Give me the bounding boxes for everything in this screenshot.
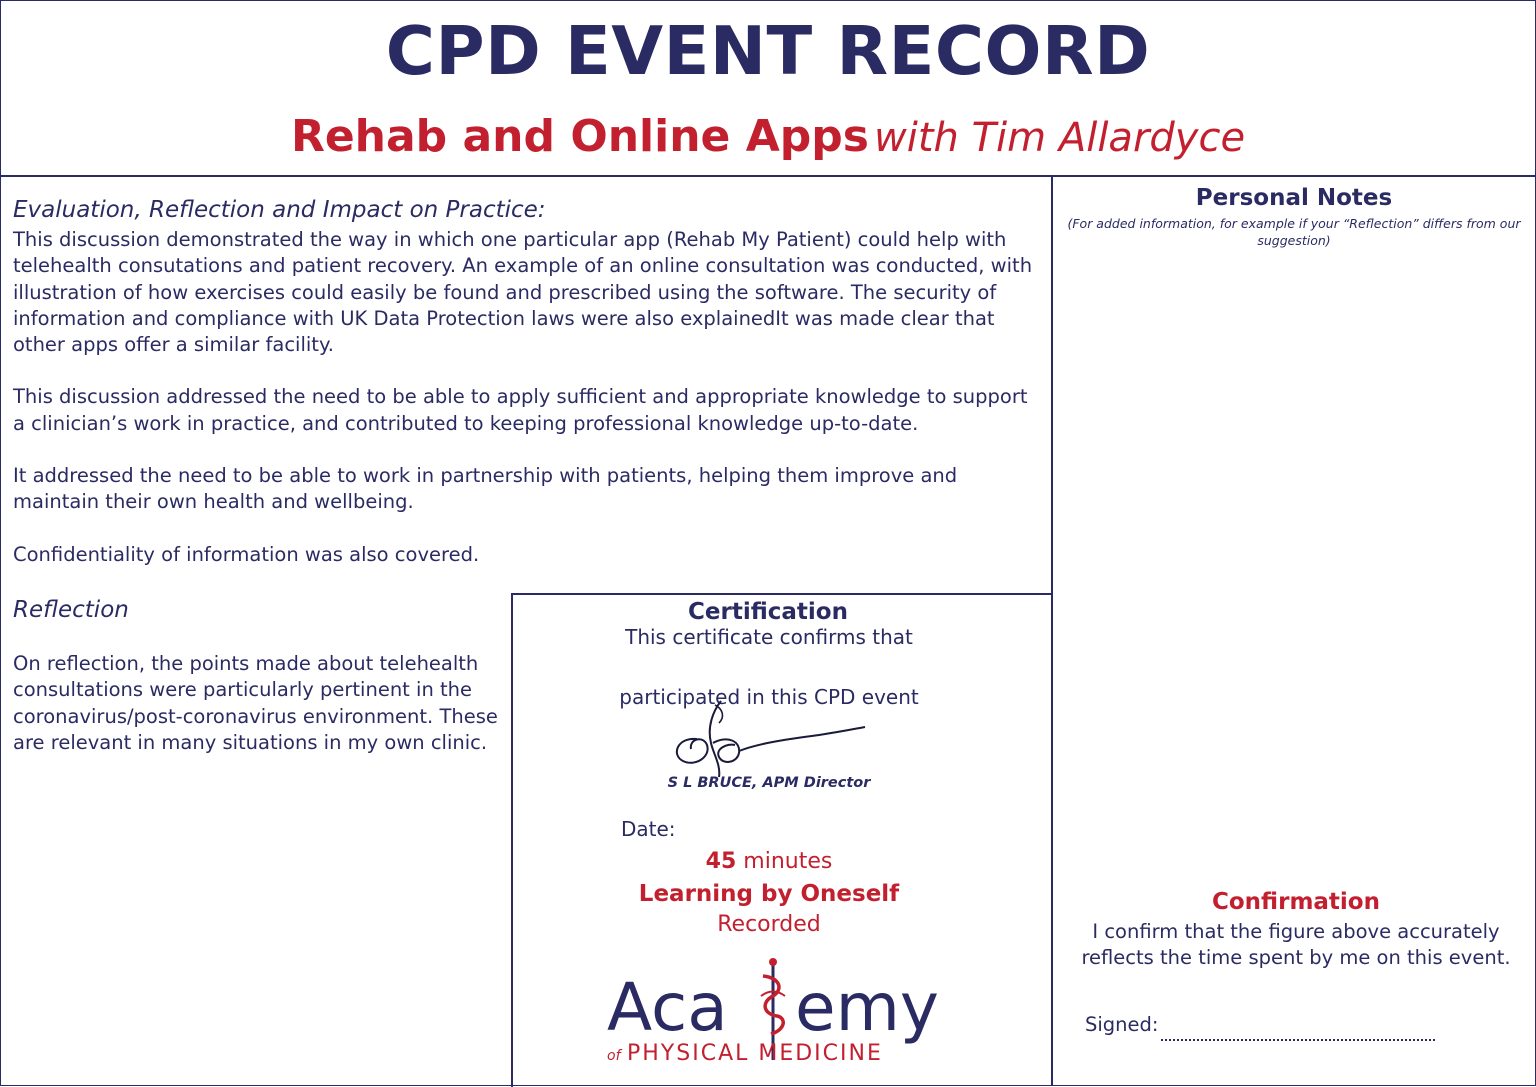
evaluation-heading: Evaluation, Reflection and Impact on Practice: [13,197,546,223]
logo-prefix: of [607,1048,621,1064]
certification-title: Certification [688,599,848,625]
learning-type: Learning by Oneself [638,881,900,907]
date-label: Date: [621,817,676,841]
duration-unit: minutes [743,849,833,874]
certification-text: This certificate confirms that [625,625,913,649]
participation-text: participated in this CPD event [619,685,919,709]
page-title: CPD EVENT RECORD [385,12,1151,90]
duration [513,849,1025,874]
confirmation-title: Confirmation [1212,889,1380,915]
logo-text-part1: Aca [607,969,728,1046]
presenter: with Tim Allardyce [874,115,1246,161]
personal-notes-title: Personal Notes [1195,185,1393,211]
evaluation-paragraph: It addressed the need to be able to work in partnership with patients, helping them improve and maintain their own health and wellbeing. [13,464,958,514]
evaluation-body [13,227,1043,594]
signatory-name: S L BRUCE, APM Director [667,775,871,791]
event-subtitle [1,107,1535,176]
academy-logo [601,956,946,1066]
director-signature [669,699,869,781]
duration-value: 45 [705,849,737,874]
reflection-body: On reflection, the points made about telehealth consultations were particularly pertinent in the coronavirus/post-coronavirus environment. These are relevant in many situations in my own clinic. [13,652,498,754]
evaluation-paragraph: This discussion demonstrated the way in which one particular app (Rehab My Patient) could help with telehealth consutations and patient recovery. An example of an online consultation was conducted, with illustration of how exercises could easily be found and prescribed using the software. The security of information and compliance with UK Data Protection laws were also explainedIt was made clear that other apps offer a similar facility. [13,228,1033,357]
evaluation-paragraph: This discussion addressed the need to be able to apply sufficient and appropriate knowledge to support a clinician’s work in practice, and contributed to keeping professional knowledge up-to-date. [13,385,1028,435]
event-title: Rehab and Online Apps [290,111,869,162]
record-status: Recorded [717,912,821,937]
signature-line[interactable] [1161,1039,1435,1041]
personal-notes-hint: (For added information, for example if your “Reflection” differs from our suggestion) [1067,216,1521,248]
evaluation-paragraph: Confidentiality of information was also covered. [13,542,480,566]
reflection-heading: Reflection [13,597,129,623]
logo-text-part2: emy [795,969,939,1046]
confirmation-text: I confirm that the figure above accurately reflects the time spent by me on this event. [1081,920,1511,970]
logo-suffix: PHYSICAL MEDICINE [627,1041,883,1066]
header [1,1,1535,177]
signed-label: Signed: [1085,1013,1159,1036]
